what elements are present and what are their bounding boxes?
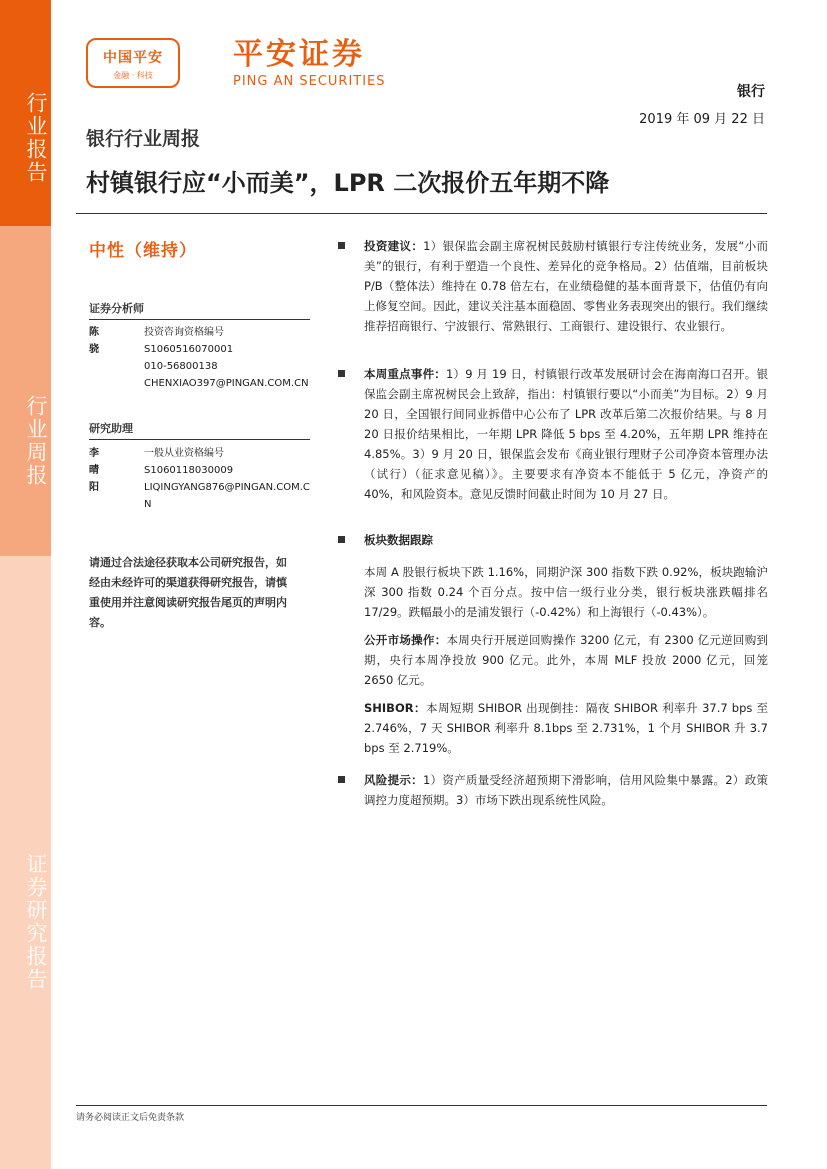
assistant-divider <box>89 439 310 440</box>
sidebar-section-industry-weekly <box>0 226 51 556</box>
bullet-square-icon <box>338 242 345 249</box>
footer-divider <box>76 1105 767 1106</box>
analyst-details <box>144 324 309 392</box>
bullet-text: 1）9 月 19 日，村镇银行改革发展研讨会在海南海口召开。银保监会副主席祝树民会上致辞，指出：村镇银行要以“小而美”为目标。2）9 月 20 日，全国银行间同业拆借中心公布了 LPR 改革后第二次报价结果。与 8 月 20 日报价结果相比，一年期 LPR 降低 5 bps 至 4.20%，五年期 LPR 维持在 4.85%。3）9 月 20 日，银保监会发布《商业银行理财子公司净资本管理办法（试行）（征求意见稿）》。主要要求有净资本不能低于 5 亿元，净资产的 40%，和风险资本。意见反馈时间截止时间为 10 月 27 日。 <box>364 367 769 501</box>
bullet-label: 风险提示： <box>364 773 423 787</box>
sidebar-label-top: 行业报告 <box>24 92 48 184</box>
analyst-detail-line: 投资咨询资格编号 <box>144 327 224 338</box>
assistant-heading: 研究助理 <box>89 422 133 435</box>
para-text: 本周 A 股银行板块下跌 1.16%，同期沪深 300 指数下跌 0.92%，板块跑输沪深 300 指数 0.24 个百分点。按中信一级行业分类，银行板块涨跌幅排名 17/29。跌幅最小的是浦发银行（-0.42%）和上海银行（-0.43%）。 <box>364 565 768 619</box>
para-text: 本周短期 SHIBOR 出现倒挂：隔夜 SHIBOR 利率升 37.7 bps 至 2.746%，7 天 SHIBOR 利率升 8.1bps 至 2.731%，1 个月 SHIBOR 升 3.7 bps 至 2.719%。 <box>364 701 768 755</box>
group-logo-name: 中国平安 <box>103 50 163 66</box>
bullet-investment-advice <box>338 236 768 336</box>
bullet-square-icon <box>338 370 345 377</box>
analyst-divider <box>89 319 310 320</box>
bullet-text: 1）银保监会副主席祝树民鼓励村镇银行专注传统业务，发展“小而美”的银行，有利于塑造一个良性、差异化的竞争格局。2）估值端，目前板块 P/B（整体法）维持在 0.78 倍左右，在业绩稳健的基本面背景下，估值仍有向上修复空间。因此，建议关注基本面稳固、零售业务表现突出的银行。我们继续推荐招商银行、宁波银行、常熟银行、工商银行、建设银行、农业银行。 <box>364 239 768 333</box>
securities-logo-en: PING AN SECURITIES <box>233 74 386 89</box>
para-label: SHIBOR： <box>364 701 426 715</box>
analyst-detail-line: S1060516070001 <box>144 344 234 355</box>
tracking-paragraph-open-market <box>364 630 768 690</box>
sidebar-label-middle: 行业周报 <box>24 395 48 487</box>
assistant-name: 李晴阳 <box>89 448 99 493</box>
bullet-square-icon <box>338 776 345 783</box>
bullet-square-icon <box>338 536 345 543</box>
ping-an-securities-logo <box>233 38 386 89</box>
bullet-label: 板块数据跟踪 <box>364 533 433 547</box>
bullet-risk-warning <box>338 770 768 810</box>
para-text: 本周央行开展逆回购操作 3200 亿元，有 2300 亿元逆回购到期，央行本周净投放 900 亿元。此外，本周 MLF 投放 2000 亿元，回笼 2650 亿元。 <box>364 633 768 687</box>
assistant-details <box>144 445 309 513</box>
tracking-paragraph-shibor <box>364 698 768 758</box>
bullet-text: 1）资产质量受经济超预期下滑影响，信用风险集中暴露。2）政策调控力度超预期。3）市场下跌出现系统性风险。 <box>364 773 768 807</box>
rating-badge: 中性（维持） <box>89 241 197 261</box>
bullet-label: 投资建议： <box>364 239 424 253</box>
assistant-detail-line: S1060118030009 <box>144 465 234 476</box>
analyst-email[interactable]: CHENXIAO397@PINGAN.COM.CN <box>144 378 309 389</box>
analyst-detail-line: 010-56800138 <box>144 361 218 372</box>
sidebar-section-industry-report <box>0 0 51 226</box>
sidebar-label-bottom: 证券研究报告 <box>24 852 48 991</box>
tracking-paragraph-market <box>364 562 768 622</box>
bullet-label: 本周重点事件： <box>364 367 446 381</box>
industry-label: 银行 <box>737 84 765 100</box>
footer-note: 请务必阅读正文后免责条款 <box>76 1113 185 1123</box>
para-label: 公开市场操作： <box>364 633 447 647</box>
left-sidebar <box>0 0 51 1169</box>
report-type: 银行行业周报 <box>86 128 201 150</box>
securities-logo-cn: 平安证券 <box>233 37 365 72</box>
bullet-key-events <box>338 364 768 504</box>
analyst-name: 陈骁 <box>89 327 99 355</box>
page-title: 村镇银行应“小而美”，LPR 二次报价五年期不降 <box>86 169 610 197</box>
assistant-detail-line: 一般从业资格编号 <box>144 448 224 459</box>
assistant-email-tail[interactable]: N <box>144 499 152 510</box>
header-divider <box>76 213 767 214</box>
bullet-sector-tracking <box>338 530 768 550</box>
sidebar-section-securities-research <box>0 556 51 1169</box>
assistant-email[interactable]: LIQINGYANG876@PINGAN.COM.C <box>144 482 310 493</box>
group-logo-tagline: 金融 · 科技 <box>113 71 153 80</box>
ping-an-group-logo <box>86 38 180 88</box>
analyst-heading: 证券分析师 <box>89 302 144 315</box>
disclaimer-text: 请通过合法途径获取本公司研究报告，如经由未经许可的渠道获得研究报告，请慎重使用并注意阅读研究报告尾页的声明内容。 <box>89 556 287 629</box>
report-date: 2019 年 09 月 22 日 <box>639 112 765 127</box>
